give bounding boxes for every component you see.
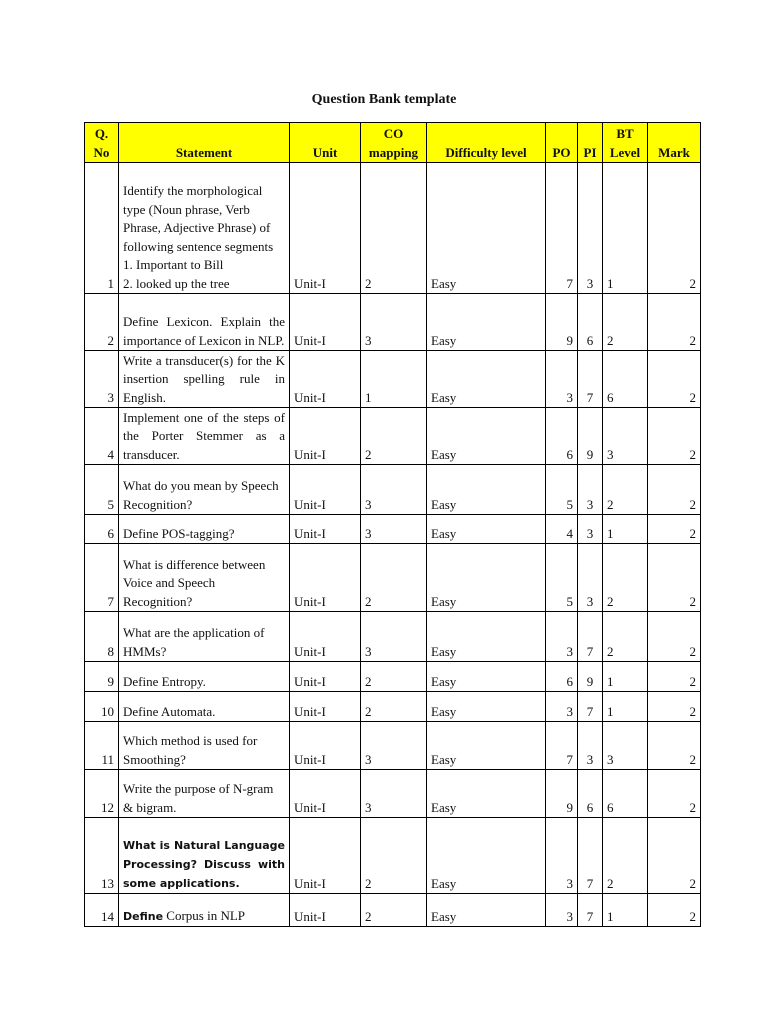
cell-qno: 6 <box>85 515 119 544</box>
cell-unit: Unit-I <box>290 818 361 894</box>
cell-po: 3 <box>546 692 578 722</box>
cell-statement: What are the application of HMMs? <box>119 612 290 662</box>
cell-unit: Unit-I <box>290 770 361 818</box>
cell-po: 6 <box>546 408 578 465</box>
cell-co: 3 <box>361 770 427 818</box>
table-row <box>85 612 701 662</box>
cell-difficulty: Easy <box>427 163 546 294</box>
cell-difficulty: Easy <box>427 818 546 894</box>
cell-po: 3 <box>546 351 578 408</box>
header-difficulty: Difficulty level <box>427 123 546 163</box>
table-row <box>85 294 701 351</box>
cell-statement: Identify the morphological type (Noun phrase, Verb Phrase, Adjective Phrase) of following sentence segments 1. Important to Bill 2. looked up the tree <box>119 163 290 294</box>
cell-co: 2 <box>361 662 427 692</box>
cell-co: 3 <box>361 612 427 662</box>
cell-difficulty: Easy <box>427 294 546 351</box>
cell-pi: 3 <box>578 465 603 515</box>
table-row <box>85 515 701 544</box>
cell-bt: 1 <box>603 894 648 927</box>
cell-statement: Define Automata. <box>119 692 290 722</box>
cell-bt: 1 <box>603 515 648 544</box>
header-qno: Q. No <box>85 123 119 163</box>
cell-co: 1 <box>361 351 427 408</box>
cell-bt: 2 <box>603 818 648 894</box>
cell-mark: 2 <box>648 515 701 544</box>
cell-qno: 14 <box>85 894 119 927</box>
cell-pi: 3 <box>578 544 603 612</box>
cell-statement: Implement one of the steps of the Porter Stemmer as a transducer. <box>119 408 290 465</box>
cell-mark: 2 <box>648 770 701 818</box>
cell-co: 3 <box>361 722 427 770</box>
cell-co: 2 <box>361 818 427 894</box>
cell-bt: 1 <box>603 692 648 722</box>
cell-bt: 2 <box>603 294 648 351</box>
cell-qno: 3 <box>85 351 119 408</box>
header-bt-level: BT Level <box>603 123 648 163</box>
cell-bt: 6 <box>603 351 648 408</box>
cell-pi: 3 <box>578 722 603 770</box>
cell-bt: 2 <box>603 465 648 515</box>
table-row <box>85 770 701 818</box>
question-bank-table <box>84 122 701 927</box>
cell-qno: 9 <box>85 662 119 692</box>
cell-difficulty: Easy <box>427 408 546 465</box>
cell-mark: 2 <box>648 163 701 294</box>
cell-po: 3 <box>546 612 578 662</box>
cell-qno: 1 <box>85 163 119 294</box>
cell-qno: 8 <box>85 612 119 662</box>
cell-mark: 2 <box>648 612 701 662</box>
cell-difficulty: Easy <box>427 894 546 927</box>
table-row <box>85 722 701 770</box>
cell-po: 7 <box>546 722 578 770</box>
cell-pi: 3 <box>578 163 603 294</box>
cell-pi: 7 <box>578 818 603 894</box>
cell-qno: 12 <box>85 770 119 818</box>
cell-statement: What is Natural Language Processing? Discuss with some applications. <box>119 818 290 894</box>
cell-pi: 7 <box>578 612 603 662</box>
cell-bt: 1 <box>603 163 648 294</box>
cell-po: 3 <box>546 818 578 894</box>
cell-po: 3 <box>546 894 578 927</box>
cell-bt: 2 <box>603 612 648 662</box>
cell-po: 5 <box>546 465 578 515</box>
cell-difficulty: Easy <box>427 515 546 544</box>
header-co-mapping: CO mapping <box>361 123 427 163</box>
cell-po: 6 <box>546 662 578 692</box>
table-row <box>85 408 701 465</box>
cell-statement: What do you mean by Speech Recognition? <box>119 465 290 515</box>
cell-mark: 2 <box>648 351 701 408</box>
cell-unit: Unit-I <box>290 163 361 294</box>
cell-pi: 6 <box>578 770 603 818</box>
cell-unit: Unit-I <box>290 351 361 408</box>
table-row <box>85 818 701 894</box>
cell-po: 9 <box>546 770 578 818</box>
cell-statement: Write the purpose of N-gram & bigram. <box>119 770 290 818</box>
cell-unit: Unit-I <box>290 692 361 722</box>
cell-po: 7 <box>546 163 578 294</box>
cell-difficulty: Easy <box>427 612 546 662</box>
cell-unit: Unit-I <box>290 894 361 927</box>
cell-pi: 6 <box>578 294 603 351</box>
cell-mark: 2 <box>648 408 701 465</box>
cell-qno: 10 <box>85 692 119 722</box>
cell-statement: What is difference between Voice and Speech Recognition? <box>119 544 290 612</box>
statement-text: Corpus in NLP <box>163 907 246 923</box>
cell-co: 3 <box>361 465 427 515</box>
cell-co: 2 <box>361 408 427 465</box>
cell-statement: Which method is used for Smoothing? <box>119 722 290 770</box>
cell-qno: 5 <box>85 465 119 515</box>
cell-unit: Unit-I <box>290 612 361 662</box>
cell-pi: 9 <box>578 408 603 465</box>
cell-bt: 3 <box>603 722 648 770</box>
header-pi: PI <box>578 123 603 163</box>
cell-unit: Unit-I <box>290 408 361 465</box>
cell-mark: 2 <box>648 722 701 770</box>
statement-prefix: Define <box>123 909 164 923</box>
cell-co: 2 <box>361 163 427 294</box>
cell-qno: 2 <box>85 294 119 351</box>
cell-mark: 2 <box>648 894 701 927</box>
cell-unit: Unit-I <box>290 515 361 544</box>
cell-unit: Unit-I <box>290 662 361 692</box>
cell-qno: 7 <box>85 544 119 612</box>
cell-statement <box>119 894 290 927</box>
cell-po: 4 <box>546 515 578 544</box>
cell-co: 2 <box>361 544 427 612</box>
cell-statement: Define Entropy. <box>119 662 290 692</box>
cell-pi: 3 <box>578 515 603 544</box>
table-row <box>85 465 701 515</box>
header-row <box>85 123 701 163</box>
cell-unit: Unit-I <box>290 294 361 351</box>
cell-po: 9 <box>546 294 578 351</box>
cell-bt: 3 <box>603 408 648 465</box>
cell-pi: 7 <box>578 894 603 927</box>
cell-difficulty: Easy <box>427 770 546 818</box>
cell-unit: Unit-I <box>290 465 361 515</box>
cell-difficulty: Easy <box>427 662 546 692</box>
table-row <box>85 544 701 612</box>
cell-bt: 2 <box>603 544 648 612</box>
header-statement: Statement <box>119 123 290 163</box>
table-row <box>85 351 701 408</box>
cell-difficulty: Easy <box>427 351 546 408</box>
cell-mark: 2 <box>648 662 701 692</box>
cell-qno: 4 <box>85 408 119 465</box>
cell-statement: Define POS-tagging? <box>119 515 290 544</box>
cell-mark: 2 <box>648 544 701 612</box>
cell-mark: 2 <box>648 692 701 722</box>
cell-co: 3 <box>361 515 427 544</box>
cell-statement: Write a transducer(s) for the K insertion spelling rule in English. <box>119 351 290 408</box>
cell-mark: 2 <box>648 818 701 894</box>
table-row <box>85 894 701 927</box>
cell-bt: 6 <box>603 770 648 818</box>
cell-statement: Define Lexicon. Explain the importance of Lexicon in NLP. <box>119 294 290 351</box>
cell-difficulty: Easy <box>427 722 546 770</box>
table-row <box>85 692 701 722</box>
cell-difficulty: Easy <box>427 692 546 722</box>
table-row <box>85 662 701 692</box>
cell-unit: Unit-I <box>290 722 361 770</box>
cell-bt: 1 <box>603 662 648 692</box>
cell-mark: 2 <box>648 465 701 515</box>
cell-pi: 9 <box>578 662 603 692</box>
cell-qno: 11 <box>85 722 119 770</box>
cell-pi: 7 <box>578 351 603 408</box>
cell-co: 2 <box>361 894 427 927</box>
header-mark: Mark <box>648 123 701 163</box>
header-po: PO <box>546 123 578 163</box>
cell-co: 3 <box>361 294 427 351</box>
cell-difficulty: Easy <box>427 465 546 515</box>
header-unit: Unit <box>290 123 361 163</box>
cell-mark: 2 <box>648 294 701 351</box>
cell-po: 5 <box>546 544 578 612</box>
page-title: Question Bank template <box>311 92 457 107</box>
cell-unit: Unit-I <box>290 544 361 612</box>
cell-co: 2 <box>361 692 427 722</box>
cell-qno: 13 <box>85 818 119 894</box>
cell-difficulty: Easy <box>427 544 546 612</box>
cell-pi: 7 <box>578 692 603 722</box>
table-row <box>85 163 701 294</box>
